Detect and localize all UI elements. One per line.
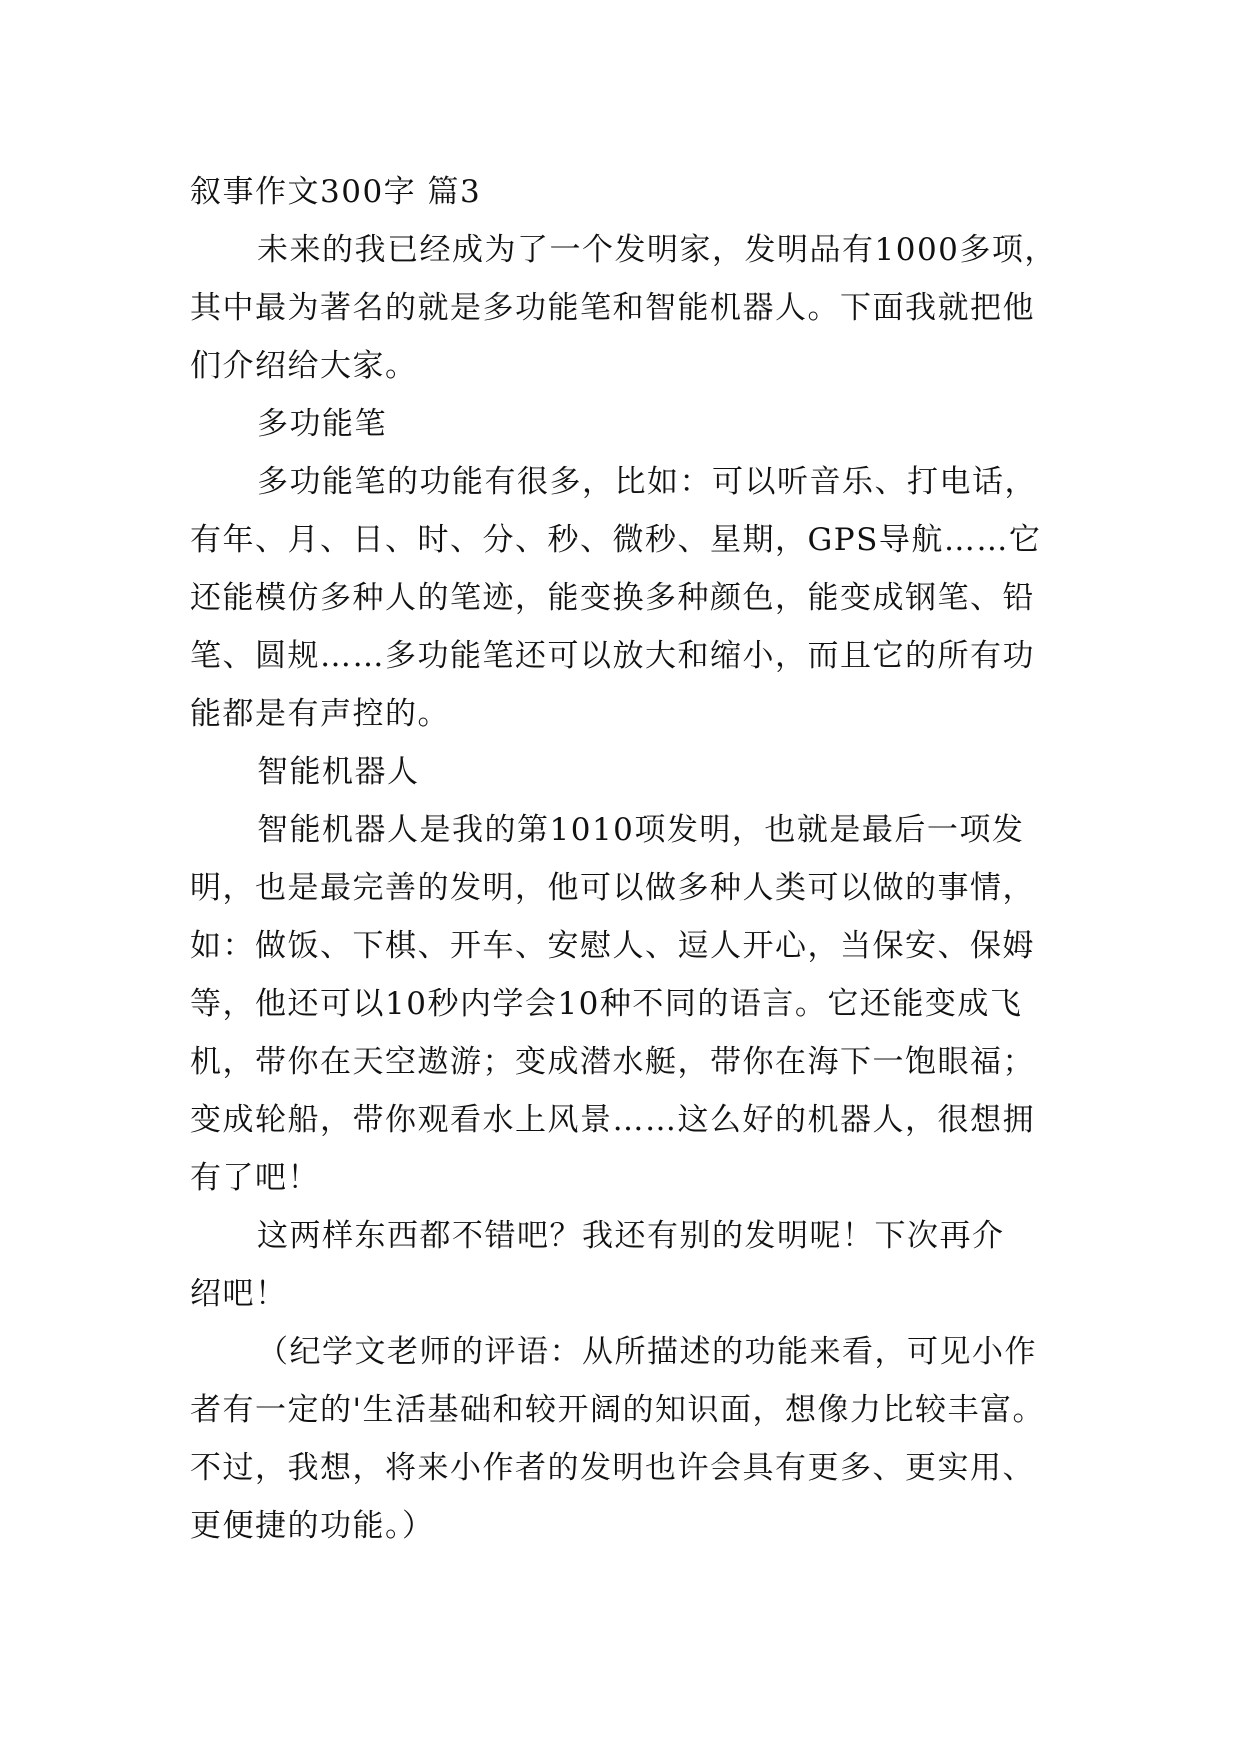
paragraph-line: 不过，我想，将来小作者的发明也许会具有更多、更实用、 bbox=[190, 1450, 1035, 1486]
paragraph-line: 如：做饭、下棋、开车、安慰人、逗人开心，当保安、保姆 bbox=[190, 928, 1035, 964]
paragraph-line: 多功能笔的功能有很多，比如：可以听音乐、打电话， bbox=[257, 464, 1037, 500]
essay-title: 叙事作文300字 篇3 bbox=[190, 174, 482, 210]
paragraph-line: 机，带你在天空遨游；变成潜水艇，带你在海下一饱眼福； bbox=[190, 1044, 1035, 1080]
paragraph-line: （纪学文老师的评语：从所描述的功能来看，可见小作 bbox=[257, 1334, 1037, 1370]
paragraph-line: 绍吧！ bbox=[190, 1276, 288, 1312]
paragraph-line: 们介绍给大家。 bbox=[190, 348, 418, 384]
paragraph-line: 能都是有声控的。 bbox=[190, 696, 450, 732]
paragraph-line: 更便捷的功能。） bbox=[190, 1508, 435, 1544]
paragraph-line: 还能模仿多种人的笔迹，能变换多种颜色，能变成钢笔、铅 bbox=[190, 580, 1035, 616]
heading-smart-robot: 智能机器人 bbox=[257, 754, 420, 790]
pen-paragraph bbox=[190, 453, 1055, 743]
teacher-comment-paragraph bbox=[190, 1323, 1055, 1555]
paragraph-line: 有年、月、日、时、分、秒、微秒、星期，GPS导航……它 bbox=[190, 522, 1042, 558]
robot-paragraph bbox=[190, 801, 1055, 1207]
intro-paragraph bbox=[190, 221, 1055, 395]
paragraph-line: 这两样东西都不错吧？我还有别的发明呢！下次再介 bbox=[257, 1218, 1005, 1254]
essay-body bbox=[190, 163, 1055, 1555]
paragraph-line: 者有一定的'生活基础和较开阔的知识面，想像力比较丰富。 bbox=[190, 1392, 1046, 1428]
paragraph-line: 笔、圆规……多功能笔还可以放大和缩小，而且它的所有功 bbox=[190, 638, 1035, 674]
paragraph-line: 明，也是最完善的发明，他可以做多种人类可以做的事情， bbox=[190, 870, 1035, 906]
paragraph-line: 有了吧！ bbox=[190, 1160, 320, 1196]
paragraph-line: 其中最为著名的就是多功能笔和智能机器人。下面我就把他 bbox=[190, 290, 1035, 326]
paragraph-line: 智能机器人是我的第1010项发明，也就是最后一项发 bbox=[257, 812, 1025, 848]
paragraph-line: 等，他还可以10秒内学会10种不同的语言。它还能变成飞 bbox=[190, 986, 1023, 1022]
closing-paragraph bbox=[190, 1207, 1055, 1323]
heading-multifunction-pen: 多功能笔 bbox=[257, 406, 387, 442]
paragraph-line: 变成轮船，带你观看水上风景……这么好的机器人，很想拥 bbox=[190, 1102, 1035, 1138]
paragraph-line: 未来的我已经成为了一个发明家，发明品有1000多项， bbox=[257, 232, 1057, 268]
